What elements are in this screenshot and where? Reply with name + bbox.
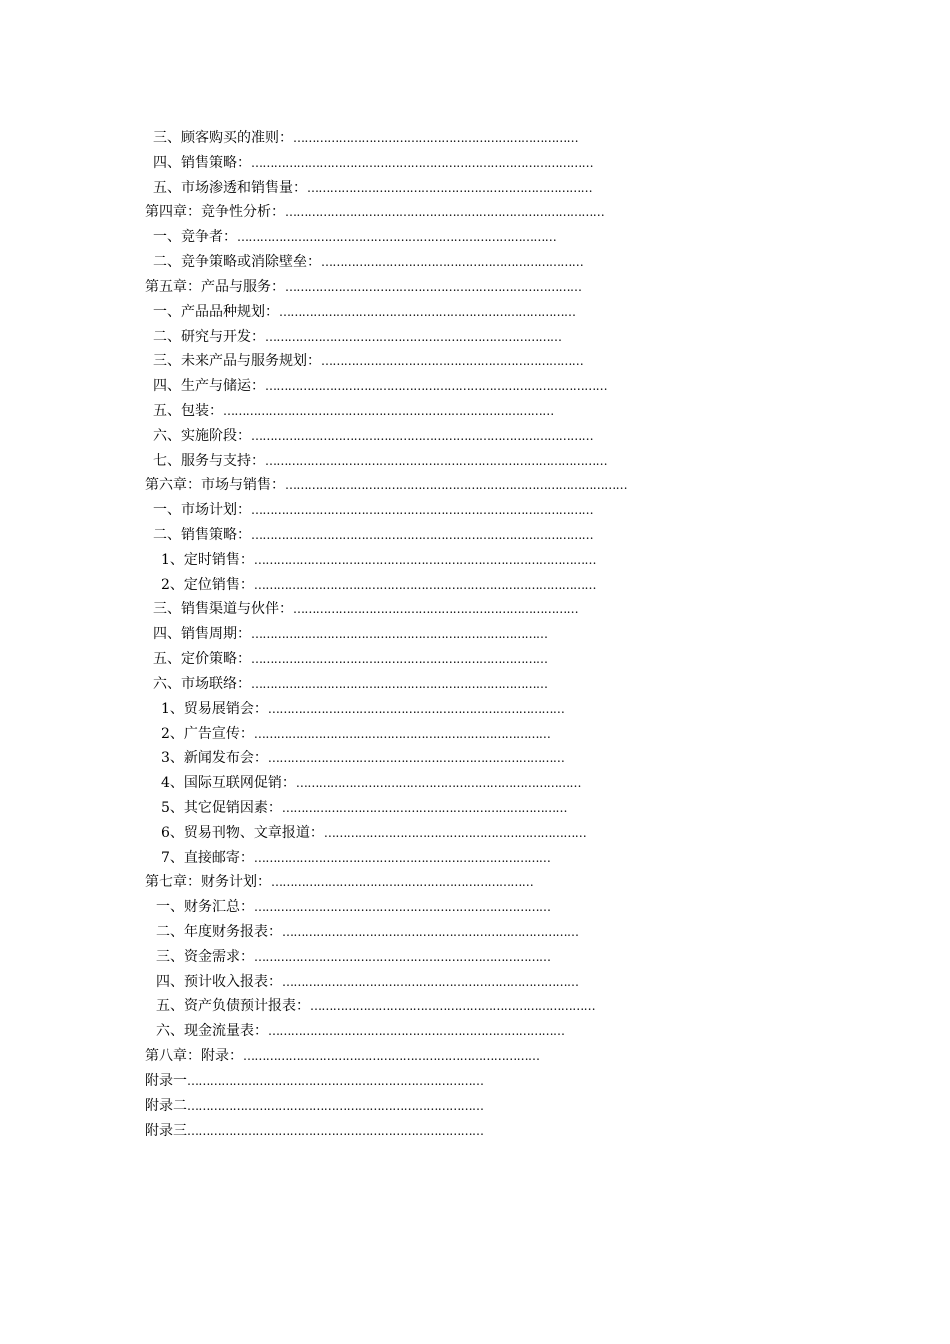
toc-chapter-entry[interactable]	[145, 1094, 805, 1119]
toc-section-entry[interactable]	[145, 994, 805, 1019]
toc-leader-dots: …………………………………………………………………	[293, 131, 579, 145]
toc-entry-label: 第七章：财务计划：	[145, 874, 271, 891]
toc-leader-dots: …………………………………………………………………	[295, 776, 581, 791]
toc-leader-dots: ……………………………………………………………………	[267, 751, 565, 766]
toc-entry-label: 附录一	[145, 1072, 187, 1089]
toc-leader-dots: ……………………………………………………………………	[279, 304, 576, 319]
toc-entry-label: 2、广告宣传：	[161, 725, 254, 742]
toc-leader-dots: ……………………………………………………………………	[253, 850, 551, 865]
toc-entry-label: 2、定位销售：	[161, 576, 254, 593]
toc-leader-dots: ……………………………………………………………………	[267, 701, 565, 716]
toc-leader-dots: ……………………………………………………………………	[282, 974, 579, 989]
toc-section-entry[interactable]	[145, 300, 805, 325]
toc-leader-dots: ………………………………………………………………………………	[251, 528, 594, 542]
toc-entry-label: 一、财务汇总：	[156, 899, 254, 916]
toc-chapter-entry[interactable]	[145, 1069, 805, 1094]
table-of-contents	[145, 126, 805, 1143]
toc-leader-dots: ……………………………………………………………………	[251, 652, 548, 667]
toc-entry-label: 五、包装：	[153, 402, 223, 419]
toc-entry-label: 六、实施阶段：	[153, 427, 251, 444]
toc-entry-label: 七、服务与支持：	[153, 452, 265, 469]
toc-leader-dots: ………………………………………………………………………………	[265, 379, 608, 394]
toc-leader-dots: ……………………………………………………………………	[285, 279, 582, 294]
toc-entry-label: 三、资金需求：	[156, 948, 254, 965]
toc-entry-label: 四、生产与储运：	[153, 378, 265, 395]
toc-section-entry[interactable]	[145, 622, 805, 647]
toc-section-entry[interactable]	[145, 176, 805, 201]
toc-leader-dots: ……………………………………………………………………	[243, 1049, 540, 1064]
toc-entry-label: 六、现金流量表：	[156, 1023, 268, 1040]
toc-entry-label: 二、竞争策略或消除壁垒：	[153, 254, 321, 271]
toc-section-entry[interactable]	[145, 945, 805, 970]
toc-leader-dots: ……………………………………………………………………	[187, 1098, 484, 1113]
toc-leader-dots: ……………………………………………………………………	[254, 949, 551, 964]
toc-entry-label: 第五章：产品与服务：	[145, 278, 285, 295]
toc-entry-label: 第八章：附录：	[145, 1048, 243, 1065]
toc-leader-dots: ………………………………………………………………………………	[285, 478, 628, 493]
toc-leader-dots: …………………………………………………………………	[293, 602, 579, 617]
toc-section-entry[interactable]	[145, 746, 805, 771]
toc-section-entry[interactable]	[145, 970, 805, 995]
toc-leader-dots: ………………………………………………………………………………	[253, 577, 596, 592]
toc-section-entry[interactable]	[145, 846, 805, 871]
toc-entry-label: 二、研究与开发：	[153, 328, 265, 345]
toc-leader-dots: ……………………………………………………………………	[187, 1073, 484, 1088]
toc-chapter-entry[interactable]	[145, 1044, 805, 1069]
toc-leader-dots: ……………………………………………………………	[323, 825, 587, 840]
toc-leader-dots: ……………………………………………………………………	[187, 1123, 484, 1138]
toc-entry-label: 二、销售策略：	[153, 527, 251, 543]
toc-entry-label: 附录三	[145, 1122, 187, 1139]
toc-entry-label: 4、国际互联网促销：	[161, 775, 296, 792]
toc-section-entry[interactable]	[145, 399, 805, 424]
toc-section-entry[interactable]	[145, 424, 805, 449]
toc-section-entry[interactable]	[145, 895, 805, 920]
toc-section-entry[interactable]	[145, 796, 805, 821]
toc-entry-label: 四、预计收入报表：	[156, 973, 282, 990]
toc-leader-dots: ……………………………………………………………………	[268, 1024, 565, 1039]
toc-section-entry[interactable]	[145, 771, 805, 796]
toc-leader-dots: ……………………………………………………………………	[254, 900, 551, 915]
toc-entry-label: 附录二	[145, 1097, 187, 1114]
toc-leader-dots: ……………………………………………………………	[271, 875, 534, 890]
toc-entry-label: 四、销售策略：	[153, 154, 251, 171]
toc-section-entry[interactable]	[145, 1019, 805, 1044]
toc-leader-dots: ……………………………………………………………	[321, 255, 584, 270]
toc-entry-label: 7、直接邮寄：	[161, 849, 254, 866]
toc-section-entry[interactable]	[145, 374, 805, 399]
toc-entry-label: 5、其它促销因素：	[161, 799, 282, 816]
toc-chapter-entry[interactable]	[145, 870, 805, 895]
toc-entry-label: 二、年度财务报表：	[156, 924, 282, 940]
toc-chapter-entry[interactable]	[145, 200, 805, 225]
toc-entry-label: 第六章：市场与销售：	[145, 477, 285, 494]
toc-leader-dots: ………………………………………………………………………………	[251, 503, 594, 518]
toc-leader-dots: ………………………………………………………………………………	[265, 453, 608, 468]
toc-section-entry[interactable]	[145, 920, 805, 945]
toc-section-entry[interactable]	[145, 722, 805, 747]
toc-entry-label: 6、贸易刊物、文章报道：	[161, 824, 324, 841]
toc-section-entry[interactable]	[145, 672, 805, 697]
toc-leader-dots: ………………………………………………………………………………	[251, 155, 594, 170]
toc-leader-dots: …………………………………………………………………………	[237, 230, 557, 245]
toc-entry-label: 五、资产负债预计报表：	[156, 998, 310, 1015]
toc-entry-label: 三、未来产品与服务规划：	[153, 353, 321, 370]
toc-section-entry[interactable]	[145, 548, 805, 573]
toc-entry-label: 一、市场计划：	[153, 502, 251, 519]
toc-leader-dots: ……………………………………………………………………	[251, 627, 548, 642]
toc-section-entry[interactable]	[145, 498, 805, 523]
toc-entry-label: 一、竞争者：	[153, 229, 237, 246]
toc-leader-dots: …………………………………………………………………	[307, 180, 593, 195]
toc-leader-dots: …………………………………………………………………………	[285, 205, 605, 220]
toc-chapter-entry[interactable]	[145, 473, 805, 498]
toc-section-entry[interactable]	[145, 523, 805, 548]
toc-leader-dots: …………………………………………………………………	[281, 800, 567, 815]
toc-entry-label: 3、新闻发布会：	[161, 750, 268, 767]
toc-leader-dots: ………………………………………………………………………………	[253, 552, 596, 567]
toc-chapter-entry[interactable]	[145, 1119, 805, 1144]
toc-entry-label: 第四章：竞争性分析：	[145, 204, 285, 221]
toc-section-entry[interactable]	[145, 697, 805, 722]
toc-entry-label: 1、定时销售：	[161, 551, 254, 568]
toc-leader-dots: …………………………………………………………………	[310, 999, 596, 1014]
toc-leader-dots: ……………………………………………………………………………	[223, 403, 554, 418]
toc-leader-dots: ………………………………………………………………………………	[251, 428, 594, 443]
toc-section-entry[interactable]	[145, 325, 805, 350]
toc-section-entry[interactable]	[145, 349, 805, 374]
toc-entry-label: 一、产品品种规划：	[153, 303, 279, 320]
toc-entry-label: 四、销售周期：	[153, 626, 251, 643]
toc-section-entry[interactable]	[145, 821, 805, 846]
toc-leader-dots: ……………………………………………………………………	[282, 925, 579, 939]
toc-leader-dots: ……………………………………………………………………	[251, 676, 548, 691]
toc-section-entry[interactable]	[145, 225, 805, 250]
toc-entry-label: 三、顾客购买的准则：	[153, 130, 293, 146]
toc-section-entry[interactable]	[145, 151, 805, 176]
toc-leader-dots: ……………………………………………………………………	[253, 726, 551, 741]
toc-section-entry[interactable]	[145, 597, 805, 622]
toc-entry-label: 三、销售渠道与伙伴：	[153, 601, 293, 618]
toc-section-entry[interactable]	[145, 647, 805, 672]
toc-entry-label: 五、市场渗透和销售量：	[153, 179, 307, 196]
toc-chapter-entry[interactable]	[145, 275, 805, 300]
toc-section-entry[interactable]	[145, 126, 805, 151]
toc-entry-label: 五、定价策略：	[153, 651, 251, 668]
toc-leader-dots: ……………………………………………………………………	[265, 329, 562, 344]
toc-leader-dots: ……………………………………………………………	[321, 354, 584, 369]
toc-entry-label: 1、贸易展销会：	[161, 700, 268, 717]
toc-entry-label: 六、市场联络：	[153, 675, 251, 692]
toc-section-entry[interactable]	[145, 250, 805, 275]
toc-section-entry[interactable]	[145, 449, 805, 474]
toc-section-entry[interactable]	[145, 573, 805, 598]
